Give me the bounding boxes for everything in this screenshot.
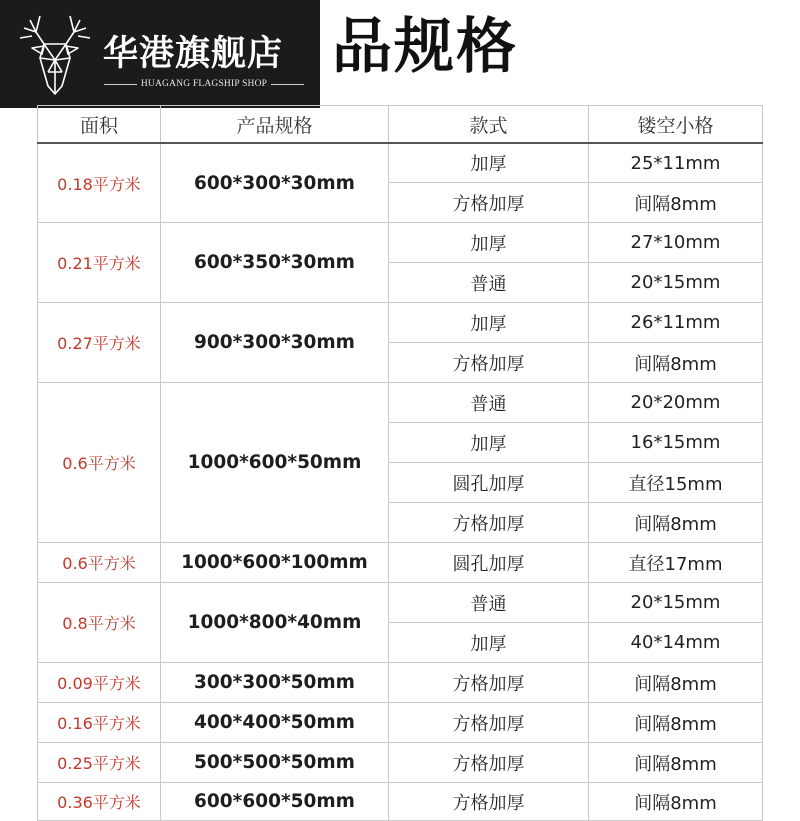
spec-cell: 1000*600*100mm — [161, 543, 389, 583]
area-cell: 0.25平方米 — [38, 743, 161, 783]
brand-name: 华港旗舰店 — [103, 34, 284, 74]
table-row — [38, 743, 763, 783]
style-cell: 普通 — [389, 263, 589, 303]
style-cell: 加厚 — [389, 143, 589, 183]
hole-cell: 直径17mm — [589, 543, 763, 583]
hole-cell: 间隔8mm — [589, 183, 763, 223]
style-cell: 方格加厚 — [389, 743, 589, 783]
style-cell: 方格加厚 — [389, 663, 589, 703]
style-cell: 方格加厚 — [389, 183, 589, 223]
style-cell: 方格加厚 — [389, 703, 589, 743]
style-cell: 普通 — [389, 383, 589, 423]
table-row — [38, 223, 763, 263]
hole-cell: 间隔8mm — [589, 703, 763, 743]
area-cell: 0.18平方米 — [38, 143, 161, 223]
table-row — [38, 663, 763, 703]
table-row — [38, 383, 763, 423]
hole-cell: 26*11mm — [589, 303, 763, 343]
table-row — [38, 543, 763, 583]
spec-cell: 500*500*50mm — [161, 743, 389, 783]
header-style: 款式 — [389, 106, 589, 144]
table-row — [38, 703, 763, 743]
spec-cell: 400*400*50mm — [161, 703, 389, 743]
spec-cell: 600*600*50mm — [161, 783, 389, 821]
brand-banner — [0, 0, 320, 108]
table-header-row — [38, 106, 763, 144]
style-cell: 方格加厚 — [389, 503, 589, 543]
area-cell: 0.27平方米 — [38, 303, 161, 383]
hole-cell: 20*15mm — [589, 583, 763, 623]
hole-cell: 25*11mm — [589, 143, 763, 183]
hole-cell: 间隔8mm — [589, 743, 763, 783]
divider — [104, 84, 137, 85]
hole-cell: 16*15mm — [589, 423, 763, 463]
style-cell: 加厚 — [389, 423, 589, 463]
area-cell: 0.6平方米 — [38, 543, 161, 583]
area-cell: 0.36平方米 — [38, 783, 161, 821]
style-cell: 圆孔加厚 — [389, 543, 589, 583]
spec-cell: 1000*600*50mm — [161, 383, 389, 543]
area-cell: 0.09平方米 — [38, 663, 161, 703]
spec-cell: 600*300*30mm — [161, 143, 389, 223]
area-cell: 0.6平方米 — [38, 383, 161, 543]
page-title: 品规格 — [332, 12, 518, 82]
style-cell: 加厚 — [389, 623, 589, 663]
header-spec: 产品规格 — [161, 106, 389, 144]
style-cell: 方格加厚 — [389, 783, 589, 821]
spec-cell: 1000*800*40mm — [161, 583, 389, 663]
brand-subtitle-row — [104, 77, 304, 91]
header-area: 面积 — [38, 106, 161, 144]
area-cell: 0.21平方米 — [38, 223, 161, 303]
style-cell: 加厚 — [389, 223, 589, 263]
area-cell: 0.8平方米 — [38, 583, 161, 663]
spec-cell: 300*300*50mm — [161, 663, 389, 703]
area-cell: 0.16平方米 — [38, 703, 161, 743]
header-hole: 镂空小格 — [589, 106, 763, 144]
hole-cell: 20*15mm — [589, 263, 763, 303]
style-cell: 加厚 — [389, 303, 589, 343]
spec-table — [37, 105, 763, 821]
table-row — [38, 583, 763, 623]
hole-cell: 间隔8mm — [589, 503, 763, 543]
hole-cell: 直径15mm — [589, 463, 763, 503]
hole-cell: 间隔8mm — [589, 783, 763, 821]
style-cell: 圆孔加厚 — [389, 463, 589, 503]
brand-subtitle: HUAGANG FLAGSHIP SHOP — [140, 79, 268, 89]
style-cell: 方格加厚 — [389, 343, 589, 383]
hole-cell: 40*14mm — [589, 623, 763, 663]
style-cell: 普通 — [389, 583, 589, 623]
hole-cell: 间隔8mm — [589, 343, 763, 383]
table-row — [38, 783, 763, 821]
hole-cell: 27*10mm — [589, 223, 763, 263]
spec-cell: 600*350*30mm — [161, 223, 389, 303]
spec-cell: 900*300*30mm — [161, 303, 389, 383]
table-row — [38, 303, 763, 343]
hole-cell: 间隔8mm — [589, 663, 763, 703]
table-row — [38, 143, 763, 183]
divider — [271, 84, 304, 85]
deer-head-icon — [14, 10, 96, 100]
hole-cell: 20*20mm — [589, 383, 763, 423]
